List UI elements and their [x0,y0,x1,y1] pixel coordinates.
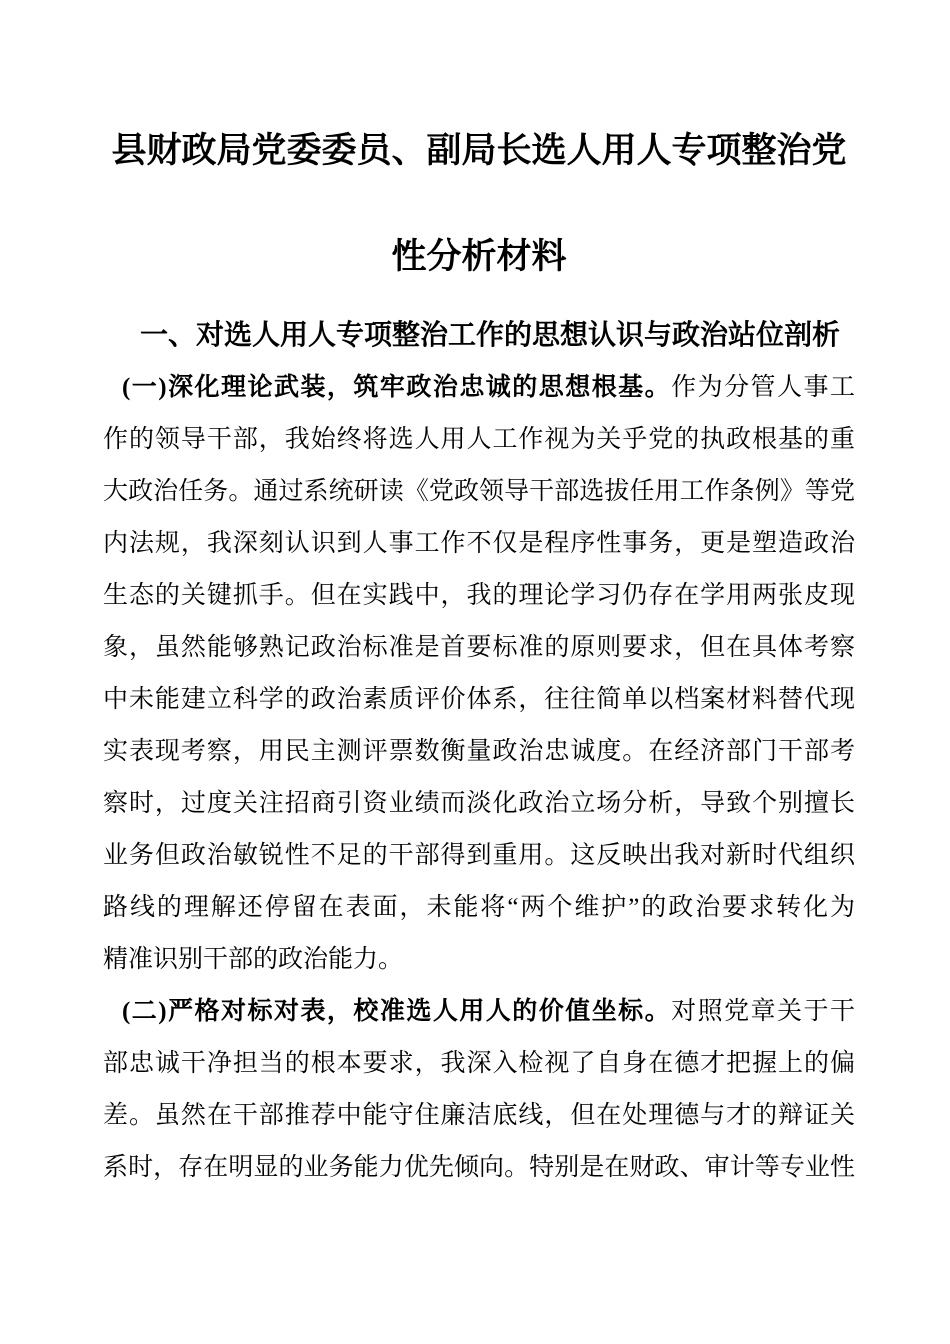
body-line [103,934,855,986]
body-line [103,1142,855,1194]
body-segment: 差。虽然在干部推荐中能守住廉洁底线，但在处理德与才的辩证关 [103,1102,855,1129]
body-segment: 生态的关键抓手。但在实践中，我的理论学习仍存在学用两张皮现 [103,582,855,609]
body-segment: 中未能建立科学的政治素质评价体系，往往简单以档案材料替代现 [103,686,855,713]
body-line [103,726,855,778]
body-line [103,986,855,1038]
body-line [103,518,855,570]
body-segment-bold: (二)严格对标对表，校准选人用人的价值坐标。 [122,998,672,1025]
body-segment: 察时，过度关注招商引资业绩而淡化政治立场分析，导致个别擅长 [103,790,855,817]
body-line [103,1090,855,1142]
body-line [103,466,855,518]
document-title [103,98,855,310]
body-segment: 作为分管人事工 [671,374,855,401]
body-line [103,414,855,466]
body-line [103,362,855,414]
body-segment: 大政治任务。通过系统研读《党政领导干部选拔任用工作条例》等党 [103,478,855,505]
body-segment: 部忠诚干净担当的根本要求，我深入检视了自身在德才把握上的偏 [103,1050,855,1077]
body-line [103,830,855,882]
body-line [103,622,855,674]
body-text [103,362,855,1194]
body-line [103,882,855,934]
body-line [103,570,855,622]
body-line [103,674,855,726]
body-segment: 业务但政治敏锐性不足的干部得到重用。这反映出我对新时代组织 [103,842,855,869]
document-title-line-2: 性分析材料 [391,237,567,276]
document-title-line-1: 县财政局党委委员、副局长选人用人专项整治党 [111,131,847,170]
body-segment: 对照党章关于干 [671,998,855,1025]
body-segment: 内法规，我深刻认识到人事工作不仅是程序性事务，更是塑造政治 [103,530,855,557]
body-segment: 精准识别干部的政治能力。 [103,946,404,973]
body-segment: 系时，存在明显的业务能力优先倾向。特别是在财政、审计等专业性 [103,1154,855,1181]
body-line [103,1038,855,1090]
body-segment: 路线的理解还停留在表面，未能将“两个维护”的政治要求转化为 [103,894,855,921]
section-heading: 一、对选人用人专项整治工作的思想认识与政治站位剖析 [140,320,841,351]
body-segment: 实表现考察，用民主测评票数衡量政治忠诚度。在经济部门干部考 [103,738,855,765]
document-content [0,98,950,1194]
body-segment: 象，虽然能够熟记政治标准是首要标准的原则要求，但在具体考察 [103,634,855,661]
body-line [103,778,855,830]
body-segment-bold: (一)深化理论武装，筑牢政治忠诚的思想根基。 [122,374,672,401]
body-segment: 作的领导干部，我始终将选人用人工作视为关乎党的执政根基的重 [103,426,855,453]
